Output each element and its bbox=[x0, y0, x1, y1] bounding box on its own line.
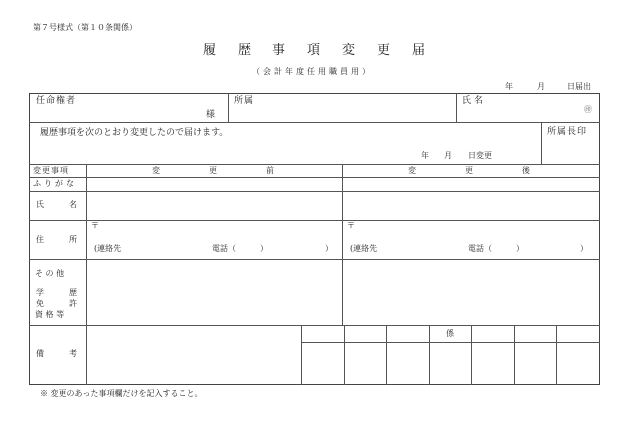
sama-label: 様 bbox=[206, 110, 216, 120]
rule bbox=[429, 325, 430, 385]
contact-close-after: ） bbox=[580, 244, 588, 253]
statement-text: 履歴事項を次のとおり変更したので届けます。 bbox=[40, 128, 229, 138]
rule bbox=[386, 325, 387, 385]
rule bbox=[556, 325, 557, 385]
rule bbox=[29, 191, 600, 192]
rule bbox=[342, 164, 343, 325]
title-char: 歴 bbox=[238, 43, 252, 58]
name-label: 氏名 bbox=[462, 96, 487, 106]
change-year-label: 年 bbox=[421, 151, 429, 160]
contact-label-after: (連絡先 bbox=[350, 244, 378, 253]
change-item-header: 変更事項 bbox=[33, 166, 69, 175]
department-label: 所属 bbox=[234, 96, 255, 106]
rule bbox=[456, 93, 457, 122]
other-label: そ の 他 bbox=[35, 269, 65, 278]
header-char: 後 bbox=[522, 166, 530, 175]
rule bbox=[471, 325, 472, 385]
form-subtitle: （会計年度任用職員用） bbox=[252, 67, 373, 76]
name-row-label-char: 名 bbox=[69, 200, 77, 209]
title-char: 変 bbox=[342, 43, 356, 58]
license-label-char: 免 bbox=[36, 299, 44, 308]
header-char: 変 bbox=[408, 166, 416, 175]
kakari-label: 係 bbox=[446, 329, 454, 338]
submit-month-label: 月 bbox=[537, 82, 545, 91]
phone-close-after: ） bbox=[516, 244, 524, 253]
education-label-char: 学 bbox=[36, 288, 44, 297]
rule bbox=[29, 220, 600, 221]
title-char: 項 bbox=[307, 43, 321, 58]
remarks-label-char: 考 bbox=[69, 349, 77, 358]
phone-label-after: 電話（ bbox=[468, 244, 492, 253]
header-char: 変 bbox=[152, 166, 160, 175]
rule bbox=[29, 259, 600, 260]
qualifications-label: 資 格 等 bbox=[35, 310, 65, 319]
title-char: 履 bbox=[203, 43, 217, 58]
rule bbox=[29, 177, 600, 178]
rule bbox=[228, 93, 229, 122]
submit-day-label: 日届出 bbox=[567, 82, 591, 91]
title-char: 更 bbox=[377, 43, 391, 58]
rule bbox=[29, 122, 600, 123]
form-number: 第７号様式（第１０条関係） bbox=[33, 23, 137, 32]
header-char: 前 bbox=[266, 166, 274, 175]
footer-note: ※ 変更のあった事項欄だけを記入すること。 bbox=[40, 389, 203, 398]
rule bbox=[86, 164, 87, 385]
seal-mark-icon: ㊞ bbox=[584, 105, 592, 114]
phone-label-before: 電話（ bbox=[212, 244, 236, 253]
contact-label-before: (連絡先 bbox=[94, 244, 122, 253]
header-char: 更 bbox=[465, 166, 473, 175]
postal-mark-after: 〒 bbox=[347, 221, 355, 230]
contact-close-before: ） bbox=[325, 244, 333, 253]
name-row-label-char: 氏 bbox=[36, 200, 44, 209]
header-char: 更 bbox=[209, 166, 217, 175]
furigana-label: ふりがな bbox=[33, 179, 77, 188]
submit-year-label: 年 bbox=[505, 82, 513, 91]
license-label-char: 許 bbox=[69, 299, 77, 308]
rule bbox=[29, 164, 600, 165]
title-char: 届 bbox=[412, 43, 426, 58]
rule bbox=[301, 325, 302, 385]
remarks-label-char: 備 bbox=[36, 349, 44, 358]
dept-head-seal-label: 所属長印 bbox=[547, 127, 588, 137]
rule bbox=[344, 325, 345, 385]
change-month-label: 月 bbox=[444, 151, 452, 160]
rule bbox=[541, 122, 542, 164]
change-day-label: 日変更 bbox=[468, 151, 492, 160]
postal-mark-before: 〒 bbox=[91, 221, 99, 230]
rule bbox=[514, 325, 515, 385]
title-char: 事 bbox=[272, 43, 286, 58]
address-label-char: 所 bbox=[69, 235, 77, 244]
address-label-char: 住 bbox=[36, 235, 44, 244]
phone-close-before: ） bbox=[260, 244, 268, 253]
education-label-char: 歴 bbox=[69, 288, 77, 297]
appointer-label: 任命権者 bbox=[36, 96, 77, 106]
